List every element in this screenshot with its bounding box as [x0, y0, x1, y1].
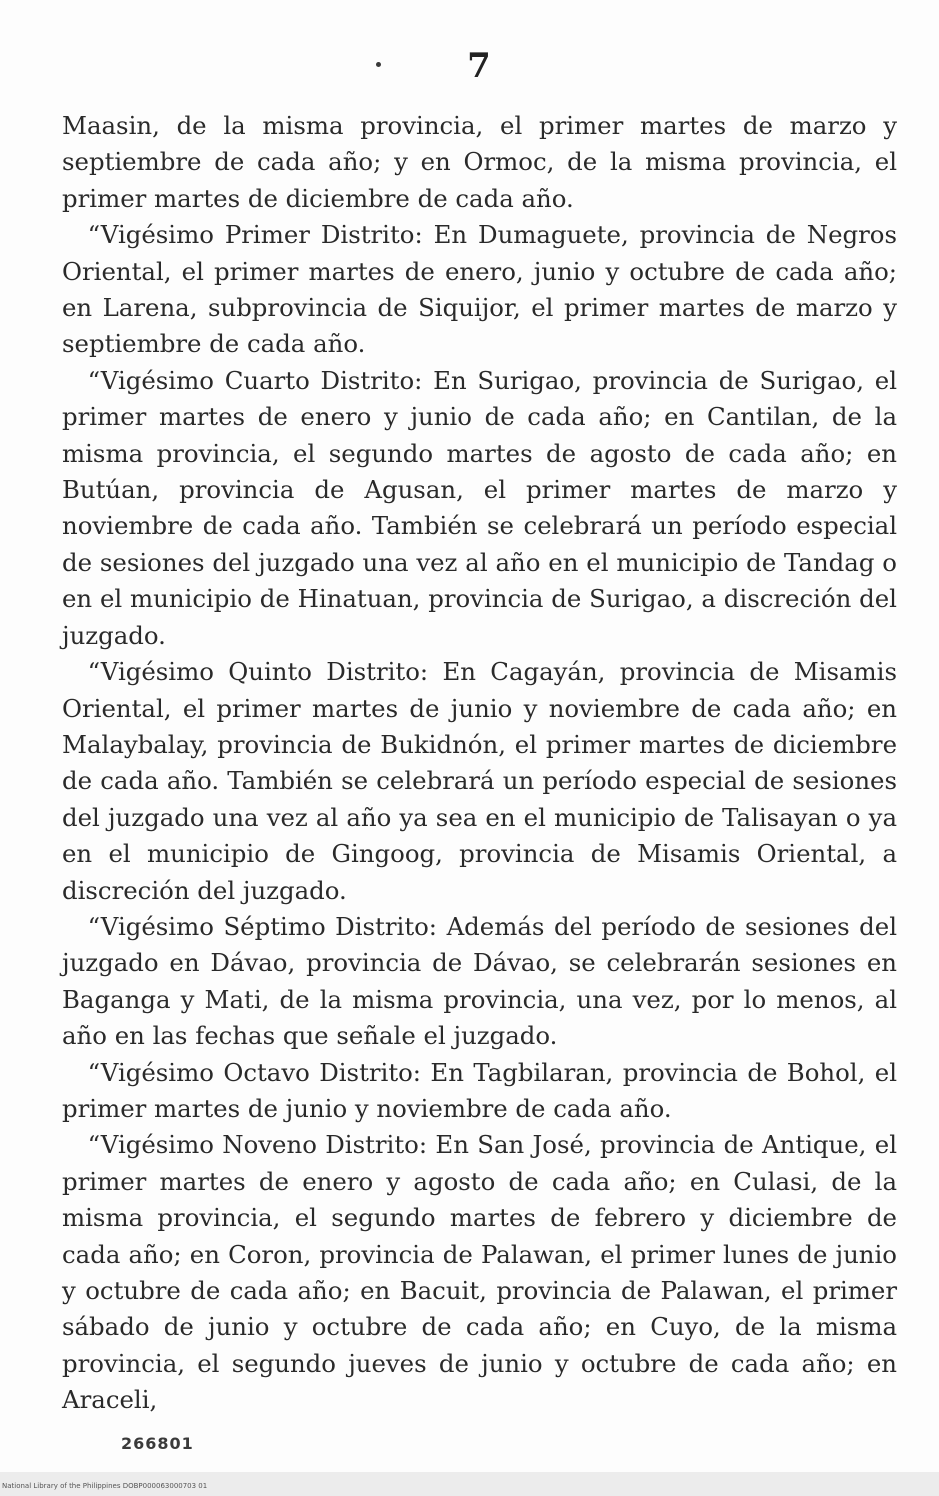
paragraph-distrito-27: “Vigésimo Séptimo Distrito: Además del período de sesiones del juzgado en Dávao, provincia de Dávao, se celebrarán sesiones en Baganga y Mati, de la misma provincia, una vez, por lo menos, al año en las fechas que señale el juzgado.: [62, 911, 897, 1051]
footer-strip: [0, 1472, 939, 1496]
paragraph-distrito-25: “Vigésimo Quinto Distrito: En Cagayán, provincia de Misamis Oriental, el primer martes de junio y noviembre de cada año; en Malaybalay, provincia de Bukidnón, el primer martes de diciembre de cada año. También se celebrará un período especial de sesiones del juzgado una vez al año ya sea en el municipio de Talisayan o ya en el municipio de Gingoog, provincia de Misamis Oriental, a discreción del juzgado.: [62, 657, 897, 905]
paragraph-continuation: Maasin, de la misma provincia, el primer martes de marzo y septiembre de cada año; y en Ormoc, de la misma provincia, el primer martes de diciembre de cada año.: [62, 111, 897, 213]
page-number: 7: [467, 46, 492, 86]
paragraph-distrito-21: “Vigésimo Primer Distrito: En Dumaguete, provincia de Negros Oriental, el primer martes de enero, junio y octubre de cada año; en Larena, subprovincia de Siquijor, el primer martes de marzo y septiembre de cada año.: [62, 220, 897, 359]
footer-caption: National Library of the Philippines DOBP000063000703 01: [2, 1482, 208, 1490]
paragraph-distrito-29: “Vigésimo Noveno Distrito: En San José, provincia de Antique, el primer martes de enero y agosto de cada año; en Culasi, de la misma provincia, el segundo martes de febrero y diciembre de cada año; en Coron, provincia de Palawan, el primer lunes de junio y octubre de cada año; en Bacuit, provincia de Palawan, el primer sábado de junio y octubre de cada año; en Cuyo, de la misma provincia, el segundo jueves de junio y octubre de cada año; en Araceli,: [62, 1130, 897, 1415]
paragraph-distrito-28: “Vigésimo Octavo Distrito: En Tagbilaran, provincia de Bohol, el primer martes de junio y noviembre de cada año.: [62, 1057, 897, 1123]
paragraph-distrito-24: “Vigésimo Cuarto Distrito: En Surigao, provincia de Surigao, el primer martes de enero y junio de cada año; en Cantilan, de la misma provincia, el segundo martes de agosto de cada año; en Butúan, provincia de Agusan, el primer martes de marzo y noviembre de cada año. También se celebrará un período especial de sesiones del juzgado una vez al año en el municipio de Tandag o en el municipio de Hinatuan, provincia de Surigao, a discreción del juzgado.: [62, 365, 897, 650]
body-text: [62, 108, 897, 1419]
print-code: 266801: [121, 1434, 194, 1453]
